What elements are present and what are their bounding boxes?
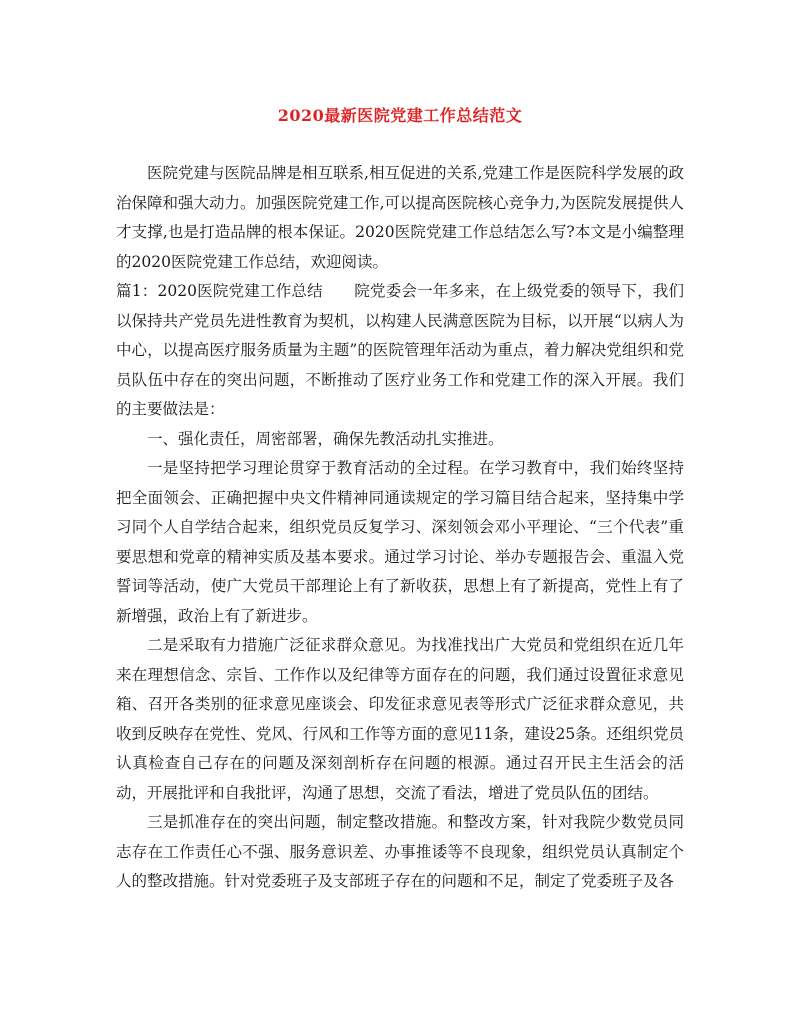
paragraph-point-3: 三是抓准存在的突出问题，制定整改措施。和整改方案，针对我院少数党员同志存在工作责任心不强、服务意识差、办事推诿等不良现象，组织党员认真制定个人的整改措施。针对党委班子及支部班子存在的问题和不足，制定了党委班子及各 [116,813,684,890]
paragraph-section-heading: 一、强化责任，周密部署，确保先教活动扎实推进。 [147,429,504,448]
paragraph-point-1: 一是坚持把学习理论贯穿于教育活动的全过程。在学习教育中，我们始终坚持把全面领会、正确把握中央文件精神同通读规定的学习篇目结合起来，坚持集中学习同个人自学结合起来，组织党员反复学习、深刻领会邓小平理论、“三个代表”重要思想和党章的精神实质及基本要求。通过学习讨论、举办专题报告会、重温入党誓词等活动，使广大党员干部理论上有了新收获，思想上有了新提高，党性上有了新增强，政治上有了新进步。 [116,459,684,625]
paragraph-chapter-1: 篇1：2020医院党建工作总结 院党委会一年多来，在上级党委的领导下，我们以保持共产党员先进性教育为契机，以构建人民满意医院为目标，以开展“以病人为中心，以提高医疗服务质量为主题”的医院管理年活动为重点，着力解决党组织和党员队伍中存在的突出问题，不断推动了医疗业务工作和党建工作的深入开展。我们的主要做法是： [116,282,684,418]
document-body [116,159,684,897]
paragraph-point-2: 二是采取有力措施广泛征求群众意见。为找准找出广大党员和党组织在近几年来在理想信念、宗旨、工作作以及纪律等方面存在的问题，我们通过设置征求意见箱、召开各类别的征求意见座谈会、印发征求意见表等形式广泛征求群众意见，共收到反映存在党性、党风、行风和工作等方面的意见11条，建设25条。还组织党员认真检查自己存在的问题及深刻剖析存在问题的根源。通过召开民主生活会的活动，开展批评和自我批评，沟通了思想，交流了看法，增进了党员队伍的团结。 [116,636,684,802]
paragraph-intro: 医院党建与医院品牌是相互联系,相互促进的关系,党建工作是医院科学发展的政治保障和强大动力。加强医院党建工作,可以提高医院核心竞争力,为医院发展提供人才支撑,也是打造品牌的根本保证。2020医院党建工作总结怎么写?本文是小编整理的2020医院党建工作总结，欢迎阅读。 [116,164,684,271]
document-title: 2020最新医院党建工作总结范文 [277,106,523,125]
